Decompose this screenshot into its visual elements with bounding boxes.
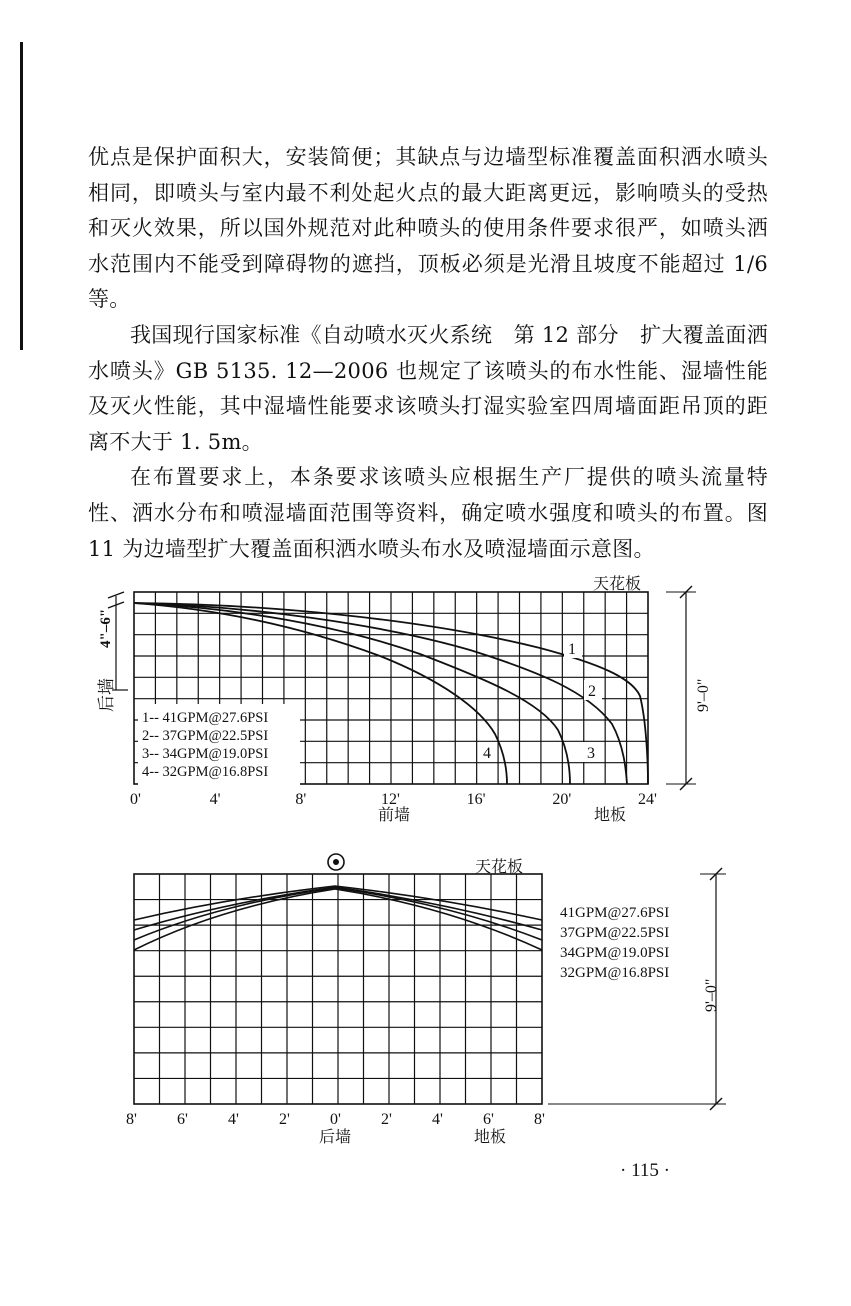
top-legend-entry: 2-- 37GPM@22.5PSI xyxy=(142,728,269,744)
bottom-x-tick-label: 8' xyxy=(534,1111,545,1128)
curve-label-1: 1 xyxy=(568,641,576,658)
floor-label-top: 地板 xyxy=(594,807,627,824)
bottom-x-tick-label: 2' xyxy=(279,1111,290,1128)
back-wall-label-top: 后墙 xyxy=(97,678,116,712)
front-wall-label: 前墙 xyxy=(378,807,411,824)
paragraph-1: 优点是保护面积大，安装简便；其缺点与边墙型标准覆盖面积洒水喷头相同，即喷头与室内最不利处起火点的最大距离更远，影响喷头的受热和灭火效果，所以国外规范对此种喷头的使用条件要求很严，如喷头洒水范围内不能受到障碍物的遮挡，顶板必须是光滑且坡度不能超过 1/6 等。 xyxy=(88,145,768,312)
page-number: · 115 · xyxy=(620,1160,670,1181)
top-legend-entry: 3-- 34GPM@19.0PSI xyxy=(142,746,269,762)
bottom-x-tick-label: 6' xyxy=(177,1111,188,1128)
bottom-legend-entry: 37GPM@22.5PSI xyxy=(560,925,670,941)
bottom-x-tick-label: 8' xyxy=(126,1111,137,1128)
top-x-tick-label: 16' xyxy=(466,791,486,808)
bottom-figure xyxy=(126,854,726,1146)
top-legend-entry: 1-- 41GPM@27.6PSI xyxy=(142,710,269,726)
ceiling-label-top: 天花板 xyxy=(593,576,642,593)
back-wall-label-bottom: 后墙 xyxy=(319,1129,352,1146)
curve-label-4: 4 xyxy=(483,745,491,762)
paragraph-3: 在布置要求上，本条要求该喷头应根据生产厂提供的喷头流量特性、洒水分布和喷湿墙面范围等资料，确定喷水强度和喷头的布置。图 11 为边墙型扩大覆盖面积洒水喷头布水及喷湿墙面示意图。 xyxy=(88,465,768,561)
top-x-tick-label: 20' xyxy=(552,791,572,808)
top-figure xyxy=(97,574,712,824)
top-x-tick-label: 0' xyxy=(130,791,141,808)
bottom-x-tick-label: 2' xyxy=(381,1111,392,1128)
top-x-tick-label: 4' xyxy=(209,791,221,808)
top-x-tick-label: 12' xyxy=(381,791,400,808)
bottom-x-tick-label: 4' xyxy=(228,1111,239,1128)
bottom-legend-entry: 32GPM@16.8PSI xyxy=(560,965,670,981)
floor-label-bottom: 地板 xyxy=(474,1129,507,1146)
top-legend-entry: 4-- 32GPM@16.8PSI xyxy=(142,764,269,780)
bottom-x-tick-label: 4' xyxy=(432,1111,443,1128)
bottom-legend-entry: 34GPM@19.0PSI xyxy=(560,945,670,961)
top-x-tick-label: 24' xyxy=(638,791,657,808)
bottom-legend-entry: 41GPM@27.6PSI xyxy=(560,905,670,921)
bottom-x-tick-label: 0' xyxy=(330,1111,341,1128)
paragraph-2: 我国现行国家标准《自动喷水灭火系统 第 12 部分 扩大覆盖面洒水喷头》GB 5135. 12—2006 也规定了该喷头的布水性能、湿墙性能及灭火性能，其中湿墙性能要求该喷头打湿实验室四周墙面距吊顶的距离不大于 1. 5m。 xyxy=(88,322,768,454)
curve-label-2: 2 xyxy=(588,683,596,700)
top-x-tick-label: 8' xyxy=(295,791,307,808)
height-dimension-bottom: 9'–0" xyxy=(703,978,720,1012)
curve-label-3: 3 xyxy=(587,745,595,762)
height-dimension-top: 9'–0" xyxy=(695,678,712,712)
bottom-x-tick-label: 6' xyxy=(483,1111,494,1128)
deflector-dimension: 4"–6" xyxy=(98,608,114,648)
ceiling-label-bottom: 天花板 xyxy=(475,859,524,876)
